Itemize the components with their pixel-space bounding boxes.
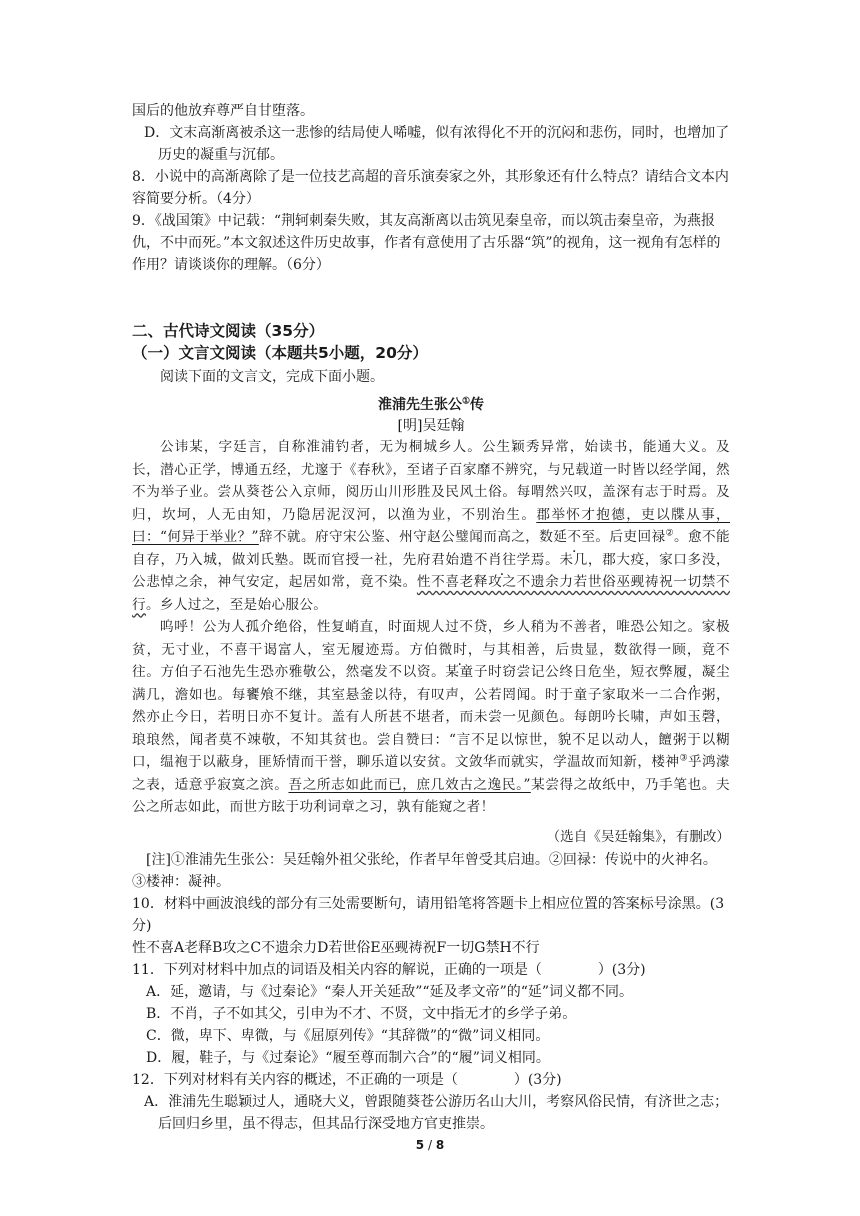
essay-source: （选自《吴廷翰集》，有删改） [546, 828, 730, 845]
dotted-word-lv: 履 [673, 664, 688, 680]
sub-section-heading: （一）文言文阅读（本题共5小题，20分） [132, 344, 428, 362]
essay-paragraph-1: 公讳某，字廷言，自称淮浦钓者，无为桐城乡人。公生颖秀异常，始读书，能通大义。及长，潜心正学，博通五经，尤邃于《春秋》，至诸子百家靡不辨究，与兄载道一时皆以经学闻，然不为举子业。尝从葵苍公入京师，阅历山川形胜及民风土俗。每喟然兴叹，盖深有志于时焉。及归，坎坷，人无由知，乃隐居泥汊河，以渔为业，不别治生。郡举怀才抱德，吏以牒从事，曰：“何异于举业？”辞不就。府守宋公鉴、州守赵公璧闻而高之，数延不至。后吏回禄②。愈不能自存，乃入城，做刘氏塾。既而官授一社，先府君始遣不肖往学焉。未几，郡大疫，家口多没，公悲悼之余，神气安定，起居如常，竟不染。性不喜老释攻之不遗余力若世俗巫觋祷祝一切禁不行。乡人过之，至是始心服公。 [132, 439, 731, 613]
wavy-underlined-sentence: 性不喜老释攻之不遗余力若世俗巫觋祷祝一切禁不行 [132, 574, 730, 613]
question-11-option-a: A．延，邀请，与《过秦论》“秦人开关延敌”“延及孝文帝”的“延”词义都不同。 [146, 983, 634, 1000]
essay-author: [明]吴廷翰 [397, 418, 465, 434]
dotted-word-yan: 延 [553, 529, 568, 545]
option-d: D．文末高渐离被杀这一悲惨的结局使人唏嘘，似有浓得化不开的沉闷和悲伤，同时，也增加了历史的凝重与沉郁。 [144, 125, 730, 163]
classical-text [132, 436, 730, 819]
question-8: 8．小说中的高渐离除了是一位技艺高超的音乐演奏家之外，其形象还有什么特点？请结合文本内容简要分析。（4分） [132, 169, 729, 207]
underlined-sentence: 郡举怀才抱德，吏以牒从事，曰：“何异于举业？” [132, 506, 730, 545]
continued-line: 国后的他放弃尊严自甘堕落。 [132, 103, 314, 119]
underlined-sentence-2: 吾之所志如此而已，庶几效古之逸民。” [288, 776, 531, 793]
question-9: 9．《战国策》中记载：“荆轲刺秦失败，其友高渐离以击筑见秦皇帝，而以筑击秦皇帝，为燕报仇，不中而死。”本文叙述这件历史故事，作者有意使用了古乐器“筑”的视角，这一视角有怎样的作用？请谈谈你的理解。（6分） [132, 213, 721, 273]
question-11-option-c: C．微，卑下、卑微，与《屈原列传》“其辞微”的“微”词义相同。 [146, 1027, 550, 1044]
question-10-options: 性不喜A老释B攻之C不遗余力D若世俗E巫觋祷祝F一切G禁H不行 [132, 939, 540, 956]
essay-title: 淮浦先生张公①传 [377, 396, 485, 413]
question-10: 10．材料中画波浪线的部分有三处需要断句，请用铅笔将答题卡上相应位置的答案标号涂黑。(3分) [132, 895, 725, 934]
dotted-word-buxiao: 不肖 [473, 551, 503, 568]
question-12-option-a: A．淮浦先生聪颖过人，通晓大义，曾跟随葵苍公游历名山大川，考察风俗民情，有济世之志；后回归乡里，虽不得志，但其品行深受地方官吏推崇。 [144, 1093, 729, 1132]
annotation-notes: [注]①淮浦先生张公：吴廷翰外祖父张纶，作者早年曾受其启迪。②回禄：传说中的火神名。③楼神：凝神。 [132, 851, 717, 890]
instruction: 阅读下面的文言文，完成下面小题。 [160, 369, 384, 385]
dotted-word-wei: 微 [438, 641, 454, 658]
question-11-option-b: B．不肖，子不如其父，引申为不才、不贤，文中指无才的乡学子弟。 [146, 1005, 577, 1022]
page-content [132, 100, 730, 1135]
question-11: 11．下列对材料中加点的词语及相关内容的解说，正确的一项是（ ）(3分) [132, 961, 646, 978]
question-12: 12．下列对材料有关内容的概述，不正确的一项是（ ）(3分) [132, 1071, 562, 1088]
section-heading: 二、古代诗文阅读（35分） [132, 322, 325, 340]
essay-paragraph-2: 呜呼！公为人孤介绝俗，性复峭直，时面规人过不贷，乡人稍为不善者，唯恐公知之。家极贫，无寸业，不喜干谒富人，室无履迹焉。方伯微时，与其相善，后贵显，数欲得一顾，竟不往。方伯子石池先生恐亦雅敬公，然毫发不以资。某童子时窃尝记公终日危坐，短衣弊履，凝尘满几，澹如也。每饔飧不继，其室悬釜以待，有叹声，公若罔闻。时于童子家取米一二合作粥，然亦止今日，若明日亦不复计。盖有人所甚不堪者，而未尝一见颜色。每朗吟长啸，声如玉磬，琅琅然，闻者莫不竦敬，不知其贫也。尝自赞曰：“言不足以惊世，貌不足以动人，饘粥于以糊口，缊袍于以蔽身，匪矫情而干誉，聊乐道以安贫。文敛华而就实，学温故而知新，楼神③乎鸿濛之表，适意乎寂寞之滨。吾之所志如此而已，庶几效古之逸民。”某尝得之故纸中，乃手笔也。夫公之所志如此，而世方眩于功利词章之习，孰有能窥之者！ [132, 619, 730, 815]
page-number: 5 / 8 [415, 1138, 445, 1152]
question-11-option-d: D．履，鞋子，与《过秦论》“履至尊而制六合”的“履”词义相同。 [146, 1049, 550, 1066]
